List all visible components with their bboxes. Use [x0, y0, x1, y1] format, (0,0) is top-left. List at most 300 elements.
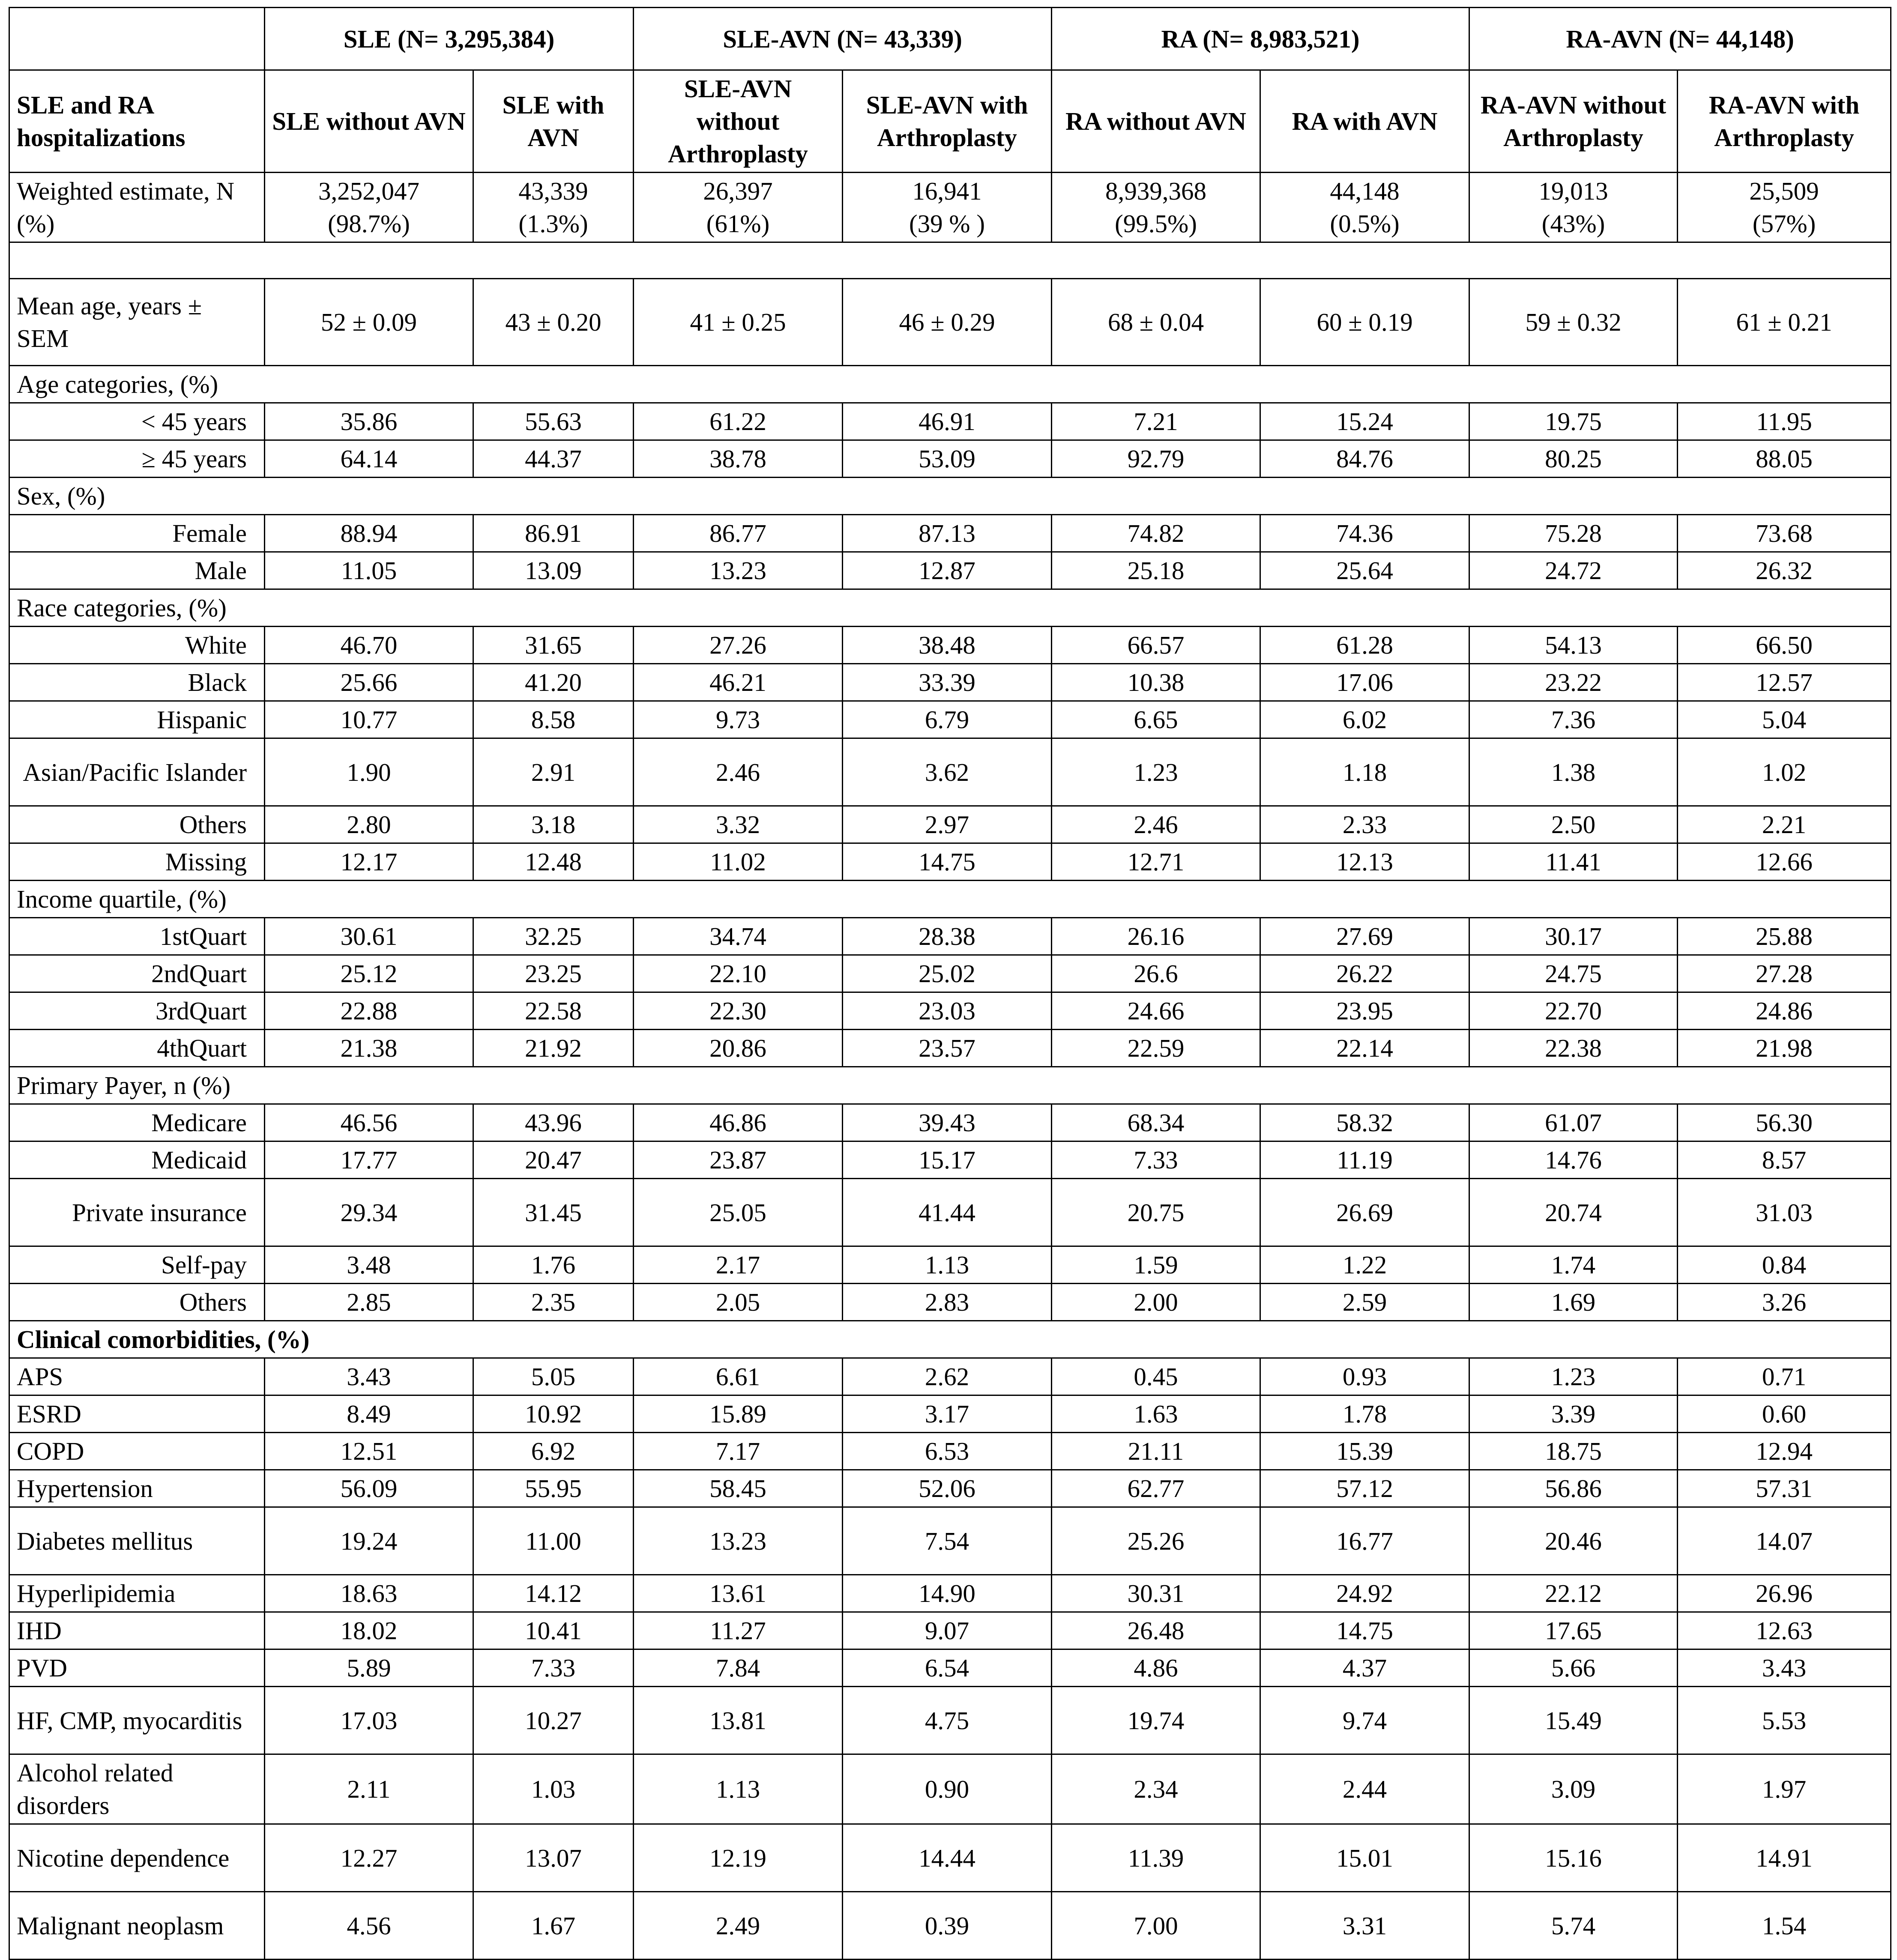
value-cell: 6.79	[843, 701, 1052, 738]
value-cell: 23.03	[843, 992, 1052, 1030]
count-value: 44,148	[1330, 177, 1400, 205]
group-header: RA (N= 8,983,521)	[1052, 8, 1469, 70]
row-label: Male	[9, 552, 265, 589]
row-label: Hispanic	[9, 701, 265, 738]
value-cell: 2.91	[473, 738, 634, 806]
value-cell: 26.6	[1052, 955, 1260, 992]
row-label: HF, CMP, myocarditis	[9, 1687, 265, 1754]
value-cell: 1.23	[1469, 1358, 1678, 1395]
column-header: RA-AVN with Arthroplasty	[1678, 70, 1891, 173]
value-cell: 2.80	[265, 806, 473, 843]
count-value: 8,939,368	[1105, 177, 1207, 205]
value-cell: 18.75	[1469, 1433, 1678, 1470]
value-cell: 17.77	[265, 1141, 473, 1179]
value-cell: 0.84	[1678, 1246, 1891, 1284]
value-cell: 1.78	[1260, 1395, 1469, 1433]
value-cell: 19.75	[1469, 403, 1678, 440]
value-cell: 8.57	[1678, 1141, 1891, 1179]
spacer-row	[9, 242, 1891, 279]
row-label: Others	[9, 806, 265, 843]
column-header: SLE-AVN with Arthroplasty	[843, 70, 1052, 173]
value-cell: 12.27	[265, 1824, 473, 1892]
value-cell: 17.65	[1469, 1612, 1678, 1649]
row-label: Weighted estimate, N (%)	[9, 173, 265, 242]
value-cell: 3.48	[265, 1246, 473, 1284]
value-cell: 0.90	[843, 1754, 1052, 1824]
data-row	[9, 1358, 1891, 1395]
weighted-estimate-row	[9, 173, 1891, 242]
value-cell: 28.38	[843, 918, 1052, 955]
value-cell: 2.59	[1260, 1284, 1469, 1321]
value-cell: 31.65	[473, 627, 634, 664]
value-cell: 4.37	[1260, 1649, 1469, 1687]
value-cell: 2.46	[634, 738, 843, 806]
value-cell: 1.13	[634, 1754, 843, 1824]
value-cell: 14.90	[843, 1575, 1052, 1612]
value-cell: 4.86	[1052, 1649, 1260, 1687]
section-label: Age categories, (%)	[9, 366, 1891, 403]
value-cell: 22.38	[1469, 1030, 1678, 1067]
value-cell: 9.07	[843, 1612, 1052, 1649]
column-header: SLE with AVN	[473, 70, 634, 173]
value-cell: 22.10	[634, 955, 843, 992]
value-cell: 61.28	[1260, 627, 1469, 664]
value-cell: 23.87	[634, 1141, 843, 1179]
value-cell: 21.98	[1678, 1030, 1891, 1067]
value-cell: 11.00	[473, 1507, 634, 1575]
data-row	[9, 1892, 1891, 1960]
section-header-payer	[9, 1067, 1891, 1104]
value-cell: 22.14	[1260, 1030, 1469, 1067]
value-cell: 26.22	[1260, 955, 1469, 992]
percent-value: (1.3%)	[518, 209, 588, 238]
section-header-race	[9, 589, 1891, 627]
value-cell: 30.17	[1469, 918, 1678, 955]
value-cell: 14.75	[843, 843, 1052, 881]
value-cell: 2.62	[843, 1358, 1052, 1395]
value-cell: 22.70	[1469, 992, 1678, 1030]
value-cell: 9.73	[634, 701, 843, 738]
value-cell: 13.07	[473, 1824, 634, 1892]
value-cell: 29.34	[265, 1179, 473, 1246]
value-cell: 6.92	[473, 1433, 634, 1470]
percent-value: (43%)	[1541, 209, 1605, 238]
value-cell: 30.61	[265, 918, 473, 955]
row-label: ESRD	[9, 1395, 265, 1433]
count-value: 16,941	[912, 177, 982, 205]
value-cell: 59 ± 0.32	[1469, 279, 1678, 366]
value-cell: 10.41	[473, 1612, 634, 1649]
value-cell: 30.31	[1052, 1575, 1260, 1612]
value-cell	[1469, 173, 1678, 242]
value-cell: 12.94	[1678, 1433, 1891, 1470]
value-cell: 88.05	[1678, 440, 1891, 478]
data-row	[9, 1649, 1891, 1687]
value-cell: 58.32	[1260, 1104, 1469, 1141]
row-label: Mean age, years ± SEM	[9, 279, 265, 366]
percent-value: (0.5%)	[1330, 209, 1400, 238]
value-cell: 12.57	[1678, 664, 1891, 701]
value-cell: 18.63	[265, 1575, 473, 1612]
value-cell: 2.34	[1052, 1754, 1260, 1824]
data-row	[9, 992, 1891, 1030]
percent-value: (39 % )	[909, 209, 985, 238]
row-label: Hyperlipidemia	[9, 1575, 265, 1612]
value-cell: 2.85	[265, 1284, 473, 1321]
value-cell: 41.20	[473, 664, 634, 701]
value-cell: 14.75	[1260, 1612, 1469, 1649]
row-label: 2ndQuart	[9, 955, 265, 992]
value-cell: 27.69	[1260, 918, 1469, 955]
value-cell: 61 ± 0.21	[1678, 279, 1891, 366]
value-cell: 2.11	[265, 1754, 473, 1824]
value-cell: 46 ± 0.29	[843, 279, 1052, 366]
data-row	[9, 1824, 1891, 1892]
value-cell: 2.05	[634, 1284, 843, 1321]
group-header: SLE (N= 3,295,384)	[265, 8, 634, 70]
value-cell: 25.88	[1678, 918, 1891, 955]
value-cell: 17.06	[1260, 664, 1469, 701]
value-cell: 25.18	[1052, 552, 1260, 589]
data-row	[9, 1395, 1891, 1433]
value-cell: 7.33	[473, 1649, 634, 1687]
section-label: Income quartile, (%)	[9, 881, 1891, 918]
value-cell: 73.68	[1678, 515, 1891, 552]
value-cell: 3.32	[634, 806, 843, 843]
value-cell: 46.56	[265, 1104, 473, 1141]
data-row	[9, 515, 1891, 552]
row-label: COPD	[9, 1433, 265, 1470]
value-cell: 56.86	[1469, 1470, 1678, 1507]
value-cell: 12.87	[843, 552, 1052, 589]
value-cell: 84.76	[1260, 440, 1469, 478]
data-row	[9, 440, 1891, 478]
value-cell: 31.45	[473, 1179, 634, 1246]
value-cell	[1052, 173, 1260, 242]
value-cell: 52.06	[843, 1470, 1052, 1507]
value-cell: 58.45	[634, 1470, 843, 1507]
value-cell: 22.58	[473, 992, 634, 1030]
data-row	[9, 843, 1891, 881]
value-cell: 21.92	[473, 1030, 634, 1067]
value-cell: 0.71	[1678, 1358, 1891, 1395]
row-label: Diabetes mellitus	[9, 1507, 265, 1575]
data-row	[9, 1612, 1891, 1649]
value-cell: 55.95	[473, 1470, 634, 1507]
count-value: 25,509	[1749, 177, 1819, 205]
data-row	[9, 1687, 1891, 1754]
value-cell: 64.14	[265, 440, 473, 478]
value-cell: 3.26	[1678, 1284, 1891, 1321]
group-header: SLE-AVN (N= 43,339)	[634, 8, 1052, 70]
row-label: Asian/Pacific Islander	[9, 738, 265, 806]
value-cell: 22.12	[1469, 1575, 1678, 1612]
value-cell: 87.13	[843, 515, 1052, 552]
section-header-clinical	[9, 1321, 1891, 1358]
column-header: RA-AVN without Arthroplasty	[1469, 70, 1678, 173]
value-cell: 6.02	[1260, 701, 1469, 738]
value-cell: 8.49	[265, 1395, 473, 1433]
row-label: Private insurance	[9, 1179, 265, 1246]
value-cell: 2.83	[843, 1284, 1052, 1321]
value-cell: 13.09	[473, 552, 634, 589]
value-cell: 34.74	[634, 918, 843, 955]
value-cell: 80.25	[1469, 440, 1678, 478]
value-cell: 7.00	[1052, 1892, 1260, 1960]
value-cell: 17.03	[265, 1687, 473, 1754]
value-cell: 21.11	[1052, 1433, 1260, 1470]
value-cell: 24.92	[1260, 1575, 1469, 1612]
value-cell: 8.58	[473, 701, 634, 738]
value-cell: 26.48	[1052, 1612, 1260, 1649]
value-cell: 12.13	[1260, 843, 1469, 881]
value-cell: 56.09	[265, 1470, 473, 1507]
value-cell: 15.89	[634, 1395, 843, 1433]
value-cell: 25.02	[843, 955, 1052, 992]
value-cell: 12.71	[1052, 843, 1260, 881]
value-cell: 31.03	[1678, 1179, 1891, 1246]
value-cell: 27.26	[634, 627, 843, 664]
value-cell: 46.91	[843, 403, 1052, 440]
percent-value: (61%)	[706, 209, 770, 238]
column-header: SLE without AVN	[265, 70, 473, 173]
value-cell: 16.77	[1260, 1507, 1469, 1575]
value-cell: 2.17	[634, 1246, 843, 1284]
value-cell: 1.18	[1260, 738, 1469, 806]
data-row	[9, 918, 1891, 955]
value-cell	[634, 173, 843, 242]
value-cell: 66.50	[1678, 627, 1891, 664]
value-cell: 54.13	[1469, 627, 1678, 664]
value-cell: 26.16	[1052, 918, 1260, 955]
row-label: Hypertension	[9, 1470, 265, 1507]
value-cell: 60 ± 0.19	[1260, 279, 1469, 366]
row-label: White	[9, 627, 265, 664]
row-label: Self-pay	[9, 1246, 265, 1284]
value-cell: 2.44	[1260, 1754, 1469, 1824]
value-cell: 14.12	[473, 1575, 634, 1612]
empty-corner-cell	[9, 8, 265, 70]
value-cell: 2.35	[473, 1284, 634, 1321]
data-row	[9, 403, 1891, 440]
value-cell: 86.77	[634, 515, 843, 552]
value-cell: 2.33	[1260, 806, 1469, 843]
value-cell: 4.56	[265, 1892, 473, 1960]
value-cell: 38.48	[843, 627, 1052, 664]
value-cell: 3.09	[1469, 1754, 1678, 1824]
value-cell: 18.02	[265, 1612, 473, 1649]
value-cell: 23.22	[1469, 664, 1678, 701]
value-cell: 3.43	[265, 1358, 473, 1395]
value-cell: 52 ± 0.09	[265, 279, 473, 366]
value-cell: 1.13	[843, 1246, 1052, 1284]
value-cell: 12.66	[1678, 843, 1891, 881]
row-label-header: SLE and RA hospitalizations	[9, 70, 265, 173]
value-cell: 15.01	[1260, 1824, 1469, 1892]
value-cell: 1.03	[473, 1754, 634, 1824]
value-cell: 26.69	[1260, 1179, 1469, 1246]
data-row	[9, 701, 1891, 738]
value-cell: 1.97	[1678, 1754, 1891, 1824]
row-label: IHD	[9, 1612, 265, 1649]
header-group-row	[9, 8, 1891, 70]
value-cell: 62.77	[1052, 1470, 1260, 1507]
value-cell: 6.65	[1052, 701, 1260, 738]
value-cell: 56.30	[1678, 1104, 1891, 1141]
data-row	[9, 1575, 1891, 1612]
section-label: Clinical comorbidities, (%)	[9, 1321, 1891, 1358]
data-row	[9, 1141, 1891, 1179]
value-cell: 5.53	[1678, 1687, 1891, 1754]
value-cell: 22.59	[1052, 1030, 1260, 1067]
value-cell: 15.49	[1469, 1687, 1678, 1754]
data-row	[9, 806, 1891, 843]
value-cell: 66.57	[1052, 627, 1260, 664]
value-cell: 2.00	[1052, 1284, 1260, 1321]
data-row	[9, 1179, 1891, 1246]
value-cell: 53.09	[843, 440, 1052, 478]
section-label: Race categories, (%)	[9, 589, 1891, 627]
value-cell: 20.86	[634, 1030, 843, 1067]
value-cell: 75.28	[1469, 515, 1678, 552]
value-cell: 4.75	[843, 1687, 1052, 1754]
count-value: 19,013	[1538, 177, 1608, 205]
value-cell: 13.23	[634, 1507, 843, 1575]
value-cell: 1.59	[1052, 1246, 1260, 1284]
value-cell: 46.70	[265, 627, 473, 664]
value-cell: 11.41	[1469, 843, 1678, 881]
value-cell: 74.82	[1052, 515, 1260, 552]
row-label: Alcohol related disorders	[9, 1754, 265, 1824]
count-value: 43,339	[518, 177, 588, 205]
value-cell: 55.63	[473, 403, 634, 440]
value-cell: 25.26	[1052, 1507, 1260, 1575]
value-cell: 25.12	[265, 955, 473, 992]
value-cell: 3.62	[843, 738, 1052, 806]
column-header: RA with AVN	[1260, 70, 1469, 173]
value-cell: 14.91	[1678, 1824, 1891, 1892]
row-label: 3rdQuart	[9, 992, 265, 1030]
data-row	[9, 1470, 1891, 1507]
value-cell: 24.86	[1678, 992, 1891, 1030]
value-cell: 25.05	[634, 1179, 843, 1246]
value-cell: 68.34	[1052, 1104, 1260, 1141]
value-cell: 20.75	[1052, 1179, 1260, 1246]
value-cell: 41 ± 0.25	[634, 279, 843, 366]
value-cell: 5.04	[1678, 701, 1891, 738]
value-cell: 22.30	[634, 992, 843, 1030]
value-cell: 74.36	[1260, 515, 1469, 552]
column-header: SLE-AVN without Arthroplasty	[634, 70, 843, 173]
row-label: Female	[9, 515, 265, 552]
value-cell: 5.89	[265, 1649, 473, 1687]
value-cell: 1.76	[473, 1246, 634, 1284]
value-cell: 86.91	[473, 515, 634, 552]
value-cell: 3.39	[1469, 1395, 1678, 1433]
data-row	[9, 664, 1891, 701]
value-cell: 26.32	[1678, 552, 1891, 589]
demographics-table	[9, 7, 1891, 1960]
data-row	[9, 627, 1891, 664]
value-cell: 1.38	[1469, 738, 1678, 806]
value-cell: 35.86	[265, 403, 473, 440]
value-cell	[473, 173, 634, 242]
mean-age-row	[9, 279, 1891, 366]
value-cell: 25.64	[1260, 552, 1469, 589]
value-cell: 0.93	[1260, 1358, 1469, 1395]
row-label: ≥ 45 years	[9, 440, 265, 478]
spacer-cell	[9, 242, 1891, 279]
section-header-age	[9, 366, 1891, 403]
value-cell: 9.74	[1260, 1687, 1469, 1754]
value-cell: 1.02	[1678, 738, 1891, 806]
value-cell: 68 ± 0.04	[1052, 279, 1260, 366]
data-row	[9, 1284, 1891, 1321]
value-cell: 1.63	[1052, 1395, 1260, 1433]
value-cell: 43.96	[473, 1104, 634, 1141]
value-cell: 57.12	[1260, 1470, 1469, 1507]
value-cell: 25.66	[265, 664, 473, 701]
value-cell	[1678, 173, 1891, 242]
value-cell: 3.17	[843, 1395, 1052, 1433]
row-label: Malignant neoplasm	[9, 1892, 265, 1960]
value-cell: 15.17	[843, 1141, 1052, 1179]
percent-value: (57%)	[1752, 209, 1816, 238]
column-header: RA without AVN	[1052, 70, 1260, 173]
header-column-row	[9, 70, 1891, 173]
value-cell: 24.72	[1469, 552, 1678, 589]
value-cell: 7.84	[634, 1649, 843, 1687]
count-value: 26,397	[703, 177, 773, 205]
group-header: RA-AVN (N= 44,148)	[1469, 8, 1891, 70]
value-cell: 20.47	[473, 1141, 634, 1179]
value-cell: 46.21	[634, 664, 843, 701]
value-cell: 22.88	[265, 992, 473, 1030]
percent-value: (99.5%)	[1115, 209, 1197, 238]
data-row	[9, 738, 1891, 806]
value-cell: 5.66	[1469, 1649, 1678, 1687]
value-cell: 23.95	[1260, 992, 1469, 1030]
value-cell: 32.25	[473, 918, 634, 955]
row-label: 1stQuart	[9, 918, 265, 955]
value-cell: 10.77	[265, 701, 473, 738]
value-cell: 10.92	[473, 1395, 634, 1433]
value-cell: 14.44	[843, 1824, 1052, 1892]
row-label: Medicare	[9, 1104, 265, 1141]
data-row	[9, 1754, 1891, 1824]
value-cell: 1.69	[1469, 1284, 1678, 1321]
value-cell: 3.43	[1678, 1649, 1891, 1687]
value-cell: 6.54	[843, 1649, 1052, 1687]
value-cell: 23.25	[473, 955, 634, 992]
row-label: Missing	[9, 843, 265, 881]
value-cell: 3.18	[473, 806, 634, 843]
row-label: Nicotine dependence	[9, 1824, 265, 1892]
value-cell: 39.43	[843, 1104, 1052, 1141]
count-value: 3,252,047	[318, 177, 419, 205]
section-header-sex	[9, 478, 1891, 515]
value-cell: 7.36	[1469, 701, 1678, 738]
value-cell: 12.63	[1678, 1612, 1891, 1649]
value-cell: 15.16	[1469, 1824, 1678, 1892]
value-cell: 10.38	[1052, 664, 1260, 701]
value-cell: 43 ± 0.20	[473, 279, 634, 366]
value-cell: 7.17	[634, 1433, 843, 1470]
value-cell: 11.19	[1260, 1141, 1469, 1179]
value-cell: 7.54	[843, 1507, 1052, 1575]
value-cell: 19.74	[1052, 1687, 1260, 1754]
row-label: Black	[9, 664, 265, 701]
